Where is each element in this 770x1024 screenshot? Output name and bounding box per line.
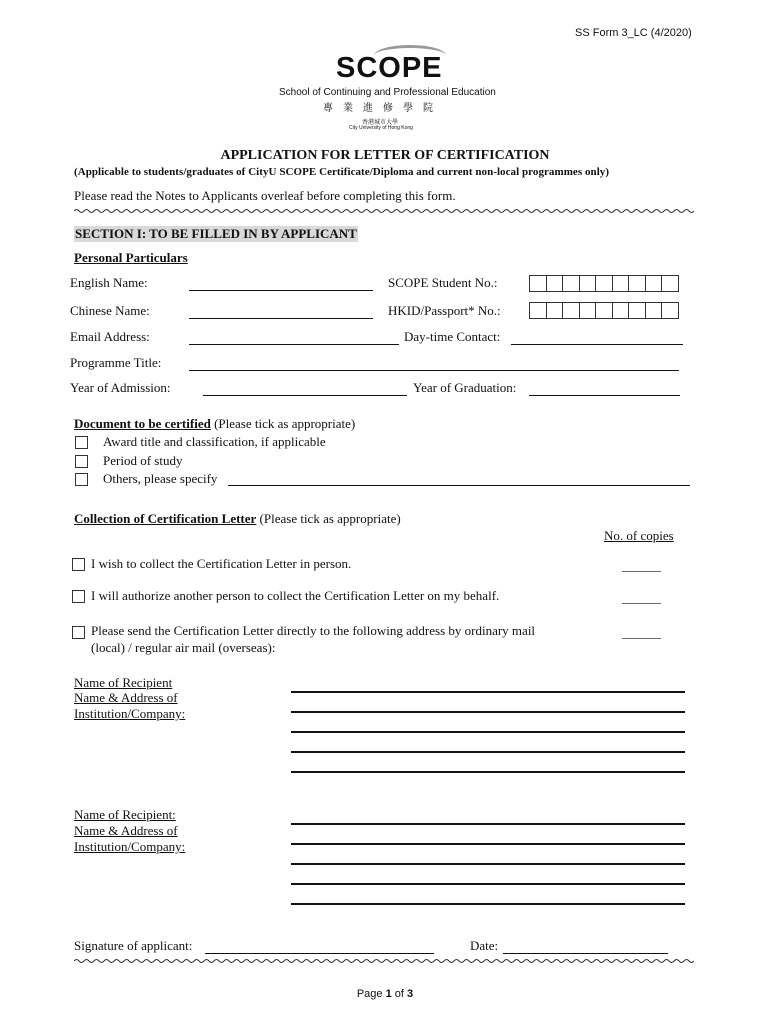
signature-label: Signature of applicant: bbox=[74, 938, 193, 953]
notes-instruction: Please read the Notes to Applicants overleaf before completing this form. bbox=[74, 188, 456, 203]
hkid-boxes[interactable] bbox=[529, 302, 679, 319]
collect-in-person-checkbox[interactable] bbox=[72, 558, 85, 571]
doc-other-field[interactable] bbox=[228, 485, 690, 486]
wavy-divider bbox=[74, 208, 694, 214]
recipient-1-line-3[interactable] bbox=[291, 731, 685, 733]
document-heading: Document to be certified bbox=[74, 416, 211, 431]
recipient-1-institution-label: Institution/Company: bbox=[74, 706, 186, 721]
logo-univ-en: City University of Hong Kong bbox=[349, 125, 413, 131]
page-current: 1 bbox=[385, 988, 392, 1000]
doc-option-1-label: Award title and classification, if applicable bbox=[103, 434, 326, 449]
chinese-name-field[interactable] bbox=[189, 318, 373, 319]
logo-school-en: School of Continuing and Professional Education bbox=[279, 87, 496, 98]
page-total: 3 bbox=[407, 988, 414, 1000]
programme-title-label: Programme Title: bbox=[70, 355, 162, 370]
recipient-1-address-label: Name & Address of bbox=[74, 690, 178, 705]
recipient-1-name-label: Name of Recipient bbox=[74, 675, 173, 690]
daytime-contact-label: Day-time Contact: bbox=[404, 329, 501, 344]
english-name-label: English Name: bbox=[70, 275, 148, 290]
document-heading-row bbox=[74, 416, 355, 432]
copies-in-person-field[interactable]: ______ bbox=[622, 558, 661, 573]
logo-wordmark: SCOPE bbox=[336, 52, 443, 84]
signature-field[interactable] bbox=[205, 953, 434, 954]
collection-note: (Please tick as appropriate) bbox=[256, 511, 401, 526]
wavy-divider-bottom bbox=[74, 958, 694, 964]
doc-option-2-label: Period of study bbox=[103, 453, 183, 468]
logo-school-zh: 專 業 進 修 學 院 bbox=[323, 103, 433, 114]
email-label: Email Address: bbox=[70, 329, 150, 344]
authorize-person-label: I will authorize another person to collect the Certification Letter on my behalf. bbox=[91, 588, 500, 603]
student-no-boxes[interactable] bbox=[529, 275, 679, 292]
doc-option-3-label: Others, please specify bbox=[103, 471, 218, 486]
recipient-2-institution-label: Institution/Company: bbox=[74, 839, 186, 854]
hkid-label: HKID/Passport* No.: bbox=[388, 303, 501, 318]
doc-option-3-checkbox[interactable] bbox=[75, 473, 88, 486]
recipient-2-line-4[interactable] bbox=[291, 883, 685, 885]
date-field[interactable] bbox=[503, 953, 668, 954]
logo-univ-zh: 香港城市大學 bbox=[362, 120, 399, 126]
chinese-name-label: Chinese Name: bbox=[70, 303, 150, 318]
copies-heading: No. of copies bbox=[604, 528, 674, 543]
student-no-label: SCOPE Student No.: bbox=[388, 275, 498, 290]
page-prefix: Page bbox=[356, 988, 386, 1000]
recipient-2-line-2[interactable] bbox=[291, 843, 685, 845]
page-number bbox=[0, 988, 770, 1000]
daytime-contact-field[interactable] bbox=[511, 344, 683, 345]
year-graduation-field[interactable] bbox=[529, 395, 680, 396]
form-code: SS Form 3_LC (4/2020) bbox=[575, 27, 692, 39]
programme-title-field[interactable] bbox=[189, 370, 679, 371]
recipient-1-line-1[interactable] bbox=[291, 691, 685, 693]
recipient-1-line-2[interactable] bbox=[291, 711, 685, 713]
recipient-1-line-4[interactable] bbox=[291, 751, 685, 753]
year-admission-field[interactable] bbox=[203, 395, 407, 396]
collection-heading: Collection of Certification Letter bbox=[74, 511, 257, 526]
recipient-2-name-label: Name of Recipient: bbox=[74, 807, 176, 822]
page-title: APPLICATION FOR LETTER OF CERTIFICATION bbox=[220, 148, 550, 163]
recipient-1-line-5[interactable] bbox=[291, 771, 685, 773]
collect-in-person-label: I wish to collect the Certification Letter in person. bbox=[91, 556, 352, 571]
personal-particulars-heading: Personal Particulars bbox=[74, 250, 188, 265]
send-by-mail-label-cont: (local) / regular air mail (overseas): bbox=[91, 640, 276, 655]
section-1-title: SECTION I: TO BE FILLED IN BY APPLICANT bbox=[75, 226, 357, 241]
english-name-field[interactable] bbox=[189, 290, 373, 291]
year-graduation-label: Year of Graduation: bbox=[413, 380, 517, 395]
send-by-mail-checkbox[interactable] bbox=[72, 626, 85, 639]
doc-option-1-checkbox[interactable] bbox=[75, 436, 88, 449]
send-by-mail-label: Please send the Certification Letter directly to the following address by ordinary mail bbox=[91, 623, 536, 638]
collection-heading-row bbox=[74, 511, 401, 527]
year-admission-label: Year of Admission: bbox=[70, 380, 171, 395]
page-of: of bbox=[391, 988, 408, 1000]
recipient-2-address-label: Name & Address of bbox=[74, 823, 178, 838]
recipient-2-line-5[interactable] bbox=[291, 903, 685, 905]
recipient-2-line-1[interactable] bbox=[291, 823, 685, 825]
email-field[interactable] bbox=[189, 344, 399, 345]
copies-authorize-field[interactable]: ______ bbox=[622, 590, 661, 605]
date-label: Date: bbox=[470, 938, 499, 953]
document-note: (Please tick as appropriate) bbox=[210, 416, 356, 431]
copies-mail-field[interactable]: ______ bbox=[622, 625, 661, 640]
authorize-person-checkbox[interactable] bbox=[72, 590, 85, 603]
page-subtitle: (Applicable to students/graduates of CityU SCOPE Certificate/Diploma and current non-local programmes only) bbox=[74, 166, 610, 178]
recipient-2-line-3[interactable] bbox=[291, 863, 685, 865]
doc-option-2-checkbox[interactable] bbox=[75, 455, 88, 468]
